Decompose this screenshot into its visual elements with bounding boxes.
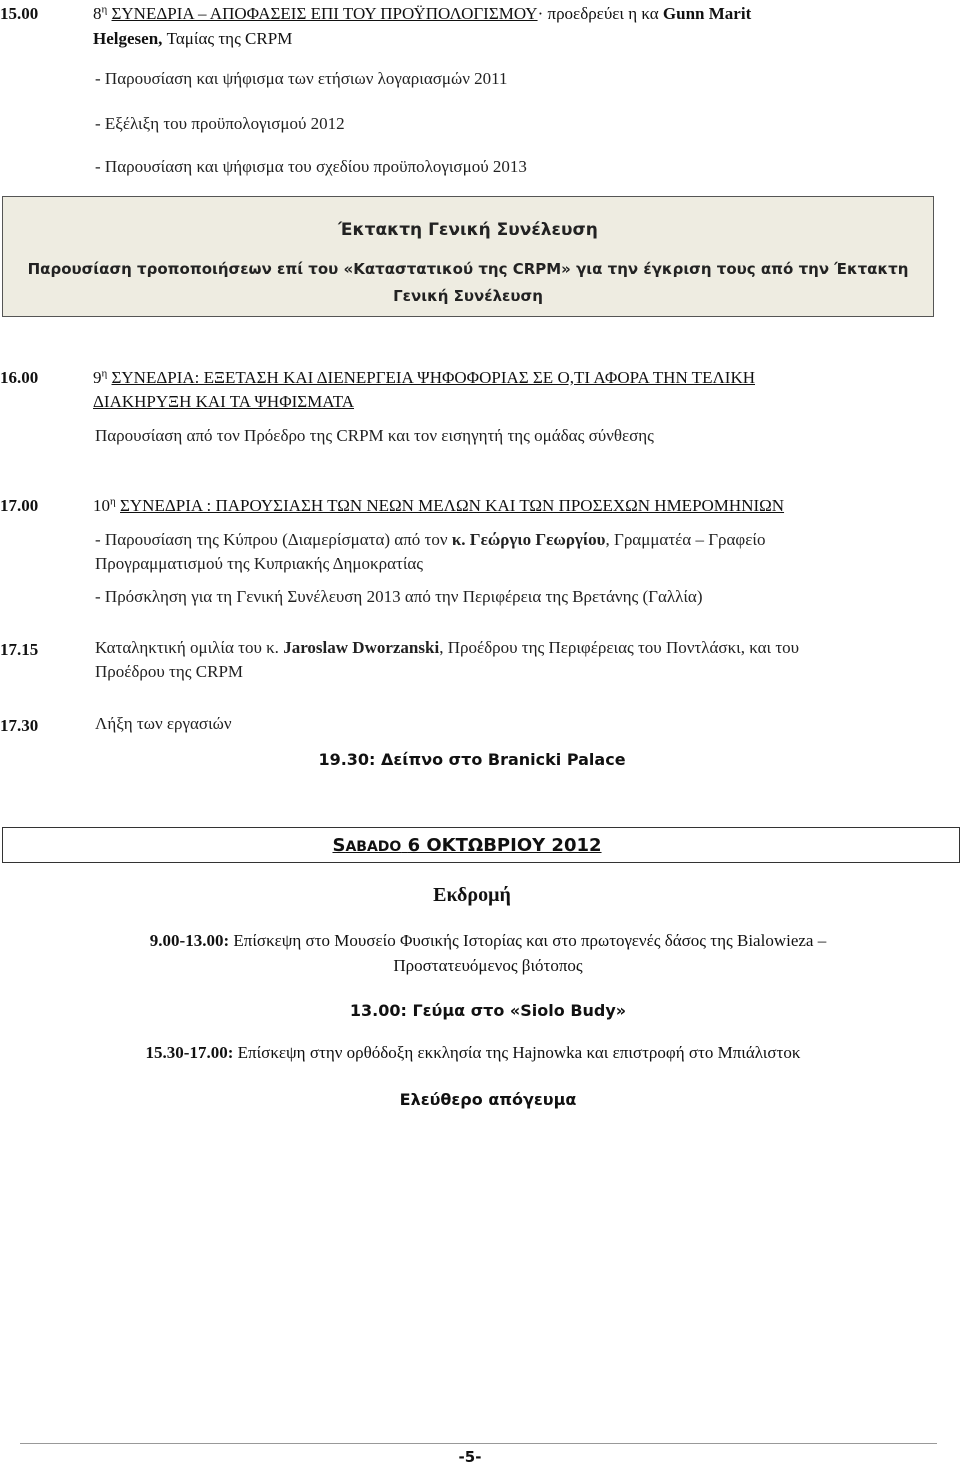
closing-speech xyxy=(95,638,799,658)
day-header-box xyxy=(2,827,960,863)
extraordinary-title: Έκτακτη Γενική Συνέλευση xyxy=(338,220,598,240)
agenda-item xyxy=(95,530,765,550)
chair-role: Ταμίας της CRPM xyxy=(166,29,293,48)
excursion-item xyxy=(0,1043,946,1063)
agenda-item: - Πρόσκληση για τη Γενική Συνέλευση 2013 από την Περιφέρεια της Βρετάνης (Γαλλία) xyxy=(95,587,703,606)
session-title: ΣΥΝΕΔΡΙΑ : ΠΑΡΟΥΣΙΑΣΗ ΤΩΝ ΝΕΩΝ ΜΕΛΩΝ ΚΑΙ ΤΩΝ ΠΡΟΣΕΧΩΝ ΗΜΕΡΟΜΗΝΙΩΝ xyxy=(120,496,785,515)
speaker-name: κ. Γεώργιο Γεωργίου xyxy=(451,530,606,549)
extraordinary-assembly-box xyxy=(2,196,934,317)
session-time: 17.30 xyxy=(0,716,39,735)
session-8-chair-line xyxy=(93,27,292,51)
session-8-header xyxy=(93,2,943,26)
extraordinary-line: Παρουσίαση τροποποιήσεων επί του «Καταστατικού της CRPM» για την έγκριση τους από την Έκτακτη xyxy=(27,260,909,278)
free-afternoon: Ελεύθερο απόγευμα xyxy=(399,1090,577,1109)
closing-speech-cont: Προέδρου της CRPM xyxy=(95,662,244,681)
lunch-line: 13.00: Γεύμα στο «Siolo Budy» xyxy=(349,1001,627,1020)
excursion-title: Εκδρομή xyxy=(433,884,511,906)
excursion-text: Επίσκεψη στην ορθόδοξη εκκλησία της Hajnowka και επιστροφή στο Μπιάλιστοκ xyxy=(237,1043,801,1062)
agenda-item: - Εξέλιξη του προϋπολογισμού 2012 xyxy=(95,114,345,133)
closing-speech-text: Καταληκτική ομιλία του κ. xyxy=(95,638,279,657)
separator: · xyxy=(537,4,544,23)
dinner-line: 19.30: Δείπνο στο Branicki Palace xyxy=(318,750,626,769)
session-time: 17.00 xyxy=(0,496,39,515)
excursion-time: 15.30-17.00: xyxy=(145,1043,234,1062)
chair-prefix: προεδρεύει η κα xyxy=(547,4,659,23)
session-ordinal: η xyxy=(101,3,108,16)
session-number: 8 xyxy=(93,4,102,23)
excursion-time: 9.00-13.00: xyxy=(149,931,230,950)
session-title: ΣΥΝΕΔΡΙΑ: ΕΞΕΤΑΣΗ ΚΑΙ ΔΙΕΝΕΡΓΕΙΑ ΨΗΦΟΦΟΡΙΑΣ ΣΕ Ο,ΤΙ ΑΦΟΡΑ ΤΗΝ ΤΕΛΙΚΗ xyxy=(111,368,755,387)
closing-speech-text: , Προέδρου της Περιφέρειας του Ποντλάσκι, και του xyxy=(439,638,800,657)
session-time: 15.00 xyxy=(0,4,39,23)
footer-divider xyxy=(20,1443,937,1444)
session-10-header xyxy=(93,494,953,518)
extraordinary-line: Γενική Συνέλευση xyxy=(393,287,543,305)
session-number: 9 xyxy=(93,368,102,387)
agenda-item: - Παρουσίαση και ψήφισμα των ετήσιων λογαριασμών 2011 xyxy=(95,69,508,88)
chair-name-last: Helgesen, xyxy=(93,29,163,48)
session-title-cont: ΔΙΑΚΗΡΥΞΗ ΚΑΙ ΤΑ ΨΗΦΙΣΜΑΤΑ xyxy=(93,392,355,411)
session-ordinal: η xyxy=(101,367,108,380)
session-description: Παρουσίαση από τον Πρόεδρο της CRPM και τον εισηγητή της ομάδας σύνθεσης xyxy=(95,426,654,445)
day-title-initial: S xyxy=(332,835,346,856)
session-time: 16.00 xyxy=(0,368,39,387)
session-9-title-cont xyxy=(93,390,354,414)
agenda-item-text: , Γραμματέα – Γραφείο xyxy=(605,530,766,549)
day-title-date: 6 ΟΚΤΩΒΡΙΟΥ 2012 xyxy=(407,835,602,856)
session-title: ΣΥΝΕΔΡΙΑ – ΑΠΟΦΑΣΕΙΣ ΕΠΙ ΤΟΥ ΠΡΟΫΠΟΛΟΓΙΣΜΟΥ xyxy=(111,4,538,23)
day-title-smallcaps: ABADO xyxy=(345,839,402,855)
session-9-header xyxy=(93,366,953,390)
day-title xyxy=(0,835,945,856)
page-number: -5- xyxy=(458,1448,482,1466)
agenda-item-text: - Παρουσίαση της Κύπρου (Διαμερίσματα) από τον xyxy=(95,530,448,549)
excursion-text: Επίσκεψη στο Μουσείο Φυσικής Ιστορίας και στο πρωτογενές δάσος της Bialowieza – xyxy=(233,931,827,950)
chair-name: Gunn Marit xyxy=(662,4,752,23)
speaker-name: Jaroslaw Dworzanski xyxy=(283,638,440,657)
end-of-works: Λήξη των εργασιών xyxy=(95,714,232,733)
excursion-item xyxy=(0,931,960,951)
excursion-item-cont: Προστατευόμενος βιότοπος xyxy=(393,956,583,975)
session-ordinal: η xyxy=(110,495,116,508)
session-time: 17.15 xyxy=(0,640,39,659)
agenda-item: - Παρουσίαση και ψήφισμα του σχεδίου προϋπολογισμού 2013 xyxy=(95,157,527,176)
agenda-item-cont: Προγραμματισμού της Κυπριακής Δημοκρατίας xyxy=(95,554,424,573)
session-number: 10 xyxy=(93,496,110,515)
